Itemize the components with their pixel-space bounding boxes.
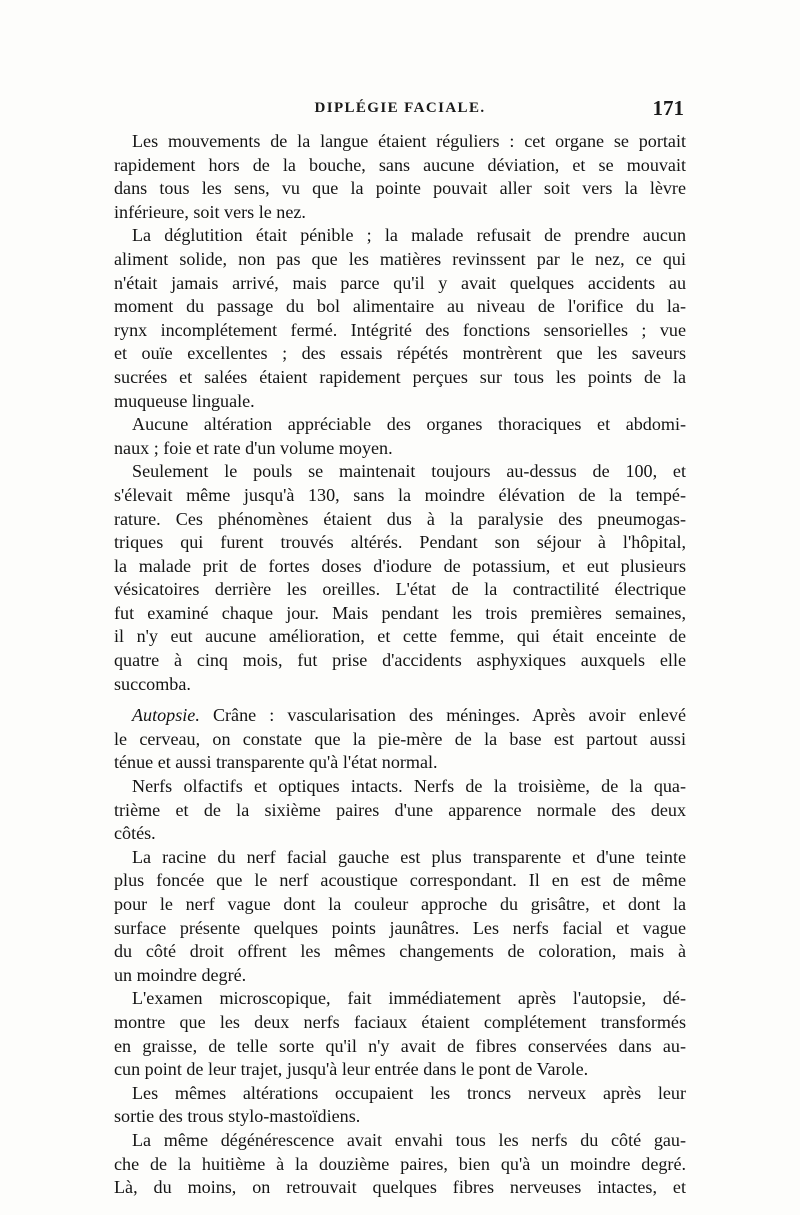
text-line: en graisse, de telle sorte qu'il n'y avait de fibres conservées dans au- [114,1035,686,1056]
text-line: côtés. [114,823,156,844]
text-line: L'examen microscopique, fait immédiatement après l'autopsie, dé- [132,988,686,1009]
paragraph [114,460,686,696]
paragraph-autopsy [114,704,686,775]
page-header [116,96,684,124]
text-line: La déglutition était pénible ; la malade refusait de prendre aucun [132,225,686,246]
text-line: du côté droit offrent les mêmes changements de coloration, mais à [114,941,686,962]
text-line: Seulement le pouls se maintenait toujours au-dessus de 100, et [132,461,686,482]
paragraph [114,846,686,988]
text-fragment: Crâne : vascularisation des méninges. Après avoir enlevé [199,705,686,726]
text-line: surface présente quelques points jaunâtres. Les nerfs facial et vague [114,917,686,938]
paragraph [114,775,686,846]
paragraph [114,224,686,413]
page-number: 171 [652,96,684,120]
body-text [114,130,686,1200]
text-line: trième et de la sixième paires d'une apparence normale des deux [114,799,686,820]
paragraph [114,413,686,460]
text-line: vésicatoires derrière les oreilles. L'état de la contractilité électrique [114,579,686,600]
text-line: naux ; foie et rate d'un volume moyen. [114,437,393,458]
text-line: sucrées et salées étaient rapidement perçues sur tous les points de la [114,366,686,387]
text-line: il n'y eut aucune amélioration, et cette femme, qui était enceinte de [114,626,686,647]
text-line [114,704,686,728]
text-line: le cerveau, on constate que la pie-mère de la base est partout aussi [114,728,686,749]
text-line: rature. Ces phénomènes étaient dus à la paralysie des pneumogas- [114,508,686,529]
text-line: inférieure, soit vers le nez. [114,201,306,222]
text-line: fut examiné chaque jour. Mais pendant les trois premières semaines, [114,602,686,623]
text-line: cun point de leur trajet, jusqu'à leur entrée dans le pont de Varole. [114,1059,589,1080]
text-line: La racine du nerf facial gauche est plus transparente et d'une teinte [132,846,686,867]
text-line: La même dégénérescence avait envahi tous les nerfs du côté gau- [132,1129,686,1150]
text-line: n'était jamais arrivé, mais parce qu'il y avait quelques accidents au [114,272,686,293]
paragraph [114,987,686,1081]
text-line: Les mouvements de la langue étaient réguliers : cet organe se portait [132,131,686,151]
text-line: plus foncée que le nerf acoustique correspondant. Il en est de même [114,870,686,891]
text-line: triques qui furent trouvés altérés. Pendant son séjour à l'hôpital, [114,532,686,553]
text-line: quatre à cinq mois, fut prise d'accidents asphyxiques auxquels elle [114,650,686,671]
text-line: et ouïe excellentes ; des essais répétés montrèrent que les saveurs [114,343,686,364]
text-line: aliment solide, non pas que les matières revinssent par le nez, ce qui [114,248,686,269]
section-gap [114,696,686,704]
text-line: succomba. [114,673,191,694]
text-line: ténue et aussi transparente qu'à l'état normal. [114,752,438,773]
text-line: rapidement hors de la bouche, sans aucune déviation, et se mouvait [114,154,686,175]
text-line: muqueuse linguale. [114,390,255,411]
paragraph [114,1129,686,1200]
text-line: Là, du moins, on retrouvait quelques fibres nerveuses intactes, et [114,1177,686,1198]
text-line: la malade prit de fortes doses d'iodure de potassium, et eut plusieurs [114,555,686,576]
text-line: Aucune altération appréciable des organes thoraciques et abdomi- [132,414,686,435]
text-line: Nerfs olfactifs et optiques intacts. Nerfs de la troisième, de la qua- [132,776,686,797]
running-title: DIPLÉGIE FACIALE. [314,100,486,116]
text-line: montre que les deux nerfs faciaux étaient complétement transformés [114,1011,686,1032]
text-line: dans tous les sens, vu que la pointe pouvait aller soit vers la lèvre [114,178,686,199]
text-line: che de la huitième à la douzième paires, bien qu'à un moindre degré. [114,1153,686,1174]
text-line: moment du passage du bol alimentaire au niveau de l'orifice du la- [114,296,686,317]
autopsy-heading: Autopsie. [132,705,200,726]
text-line: s'élevait même jusqu'à 130, sans la moindre élévation de la tempé- [114,484,686,505]
paragraph [114,1082,686,1129]
text-line: rynx incomplétement fermé. Intégrité des fonctions sensorielles ; vue [114,319,686,340]
text-line: Les mêmes altérations occupaient les troncs nerveux après leur [132,1082,686,1103]
text-line: un moindre degré. [114,964,247,985]
paragraph [114,130,686,224]
text-line: pour le nerf vague dont la couleur approche du grisâtre, et dont la [114,894,686,914]
text-line: sortie des trous stylo-mastoïdiens. [114,1106,361,1127]
